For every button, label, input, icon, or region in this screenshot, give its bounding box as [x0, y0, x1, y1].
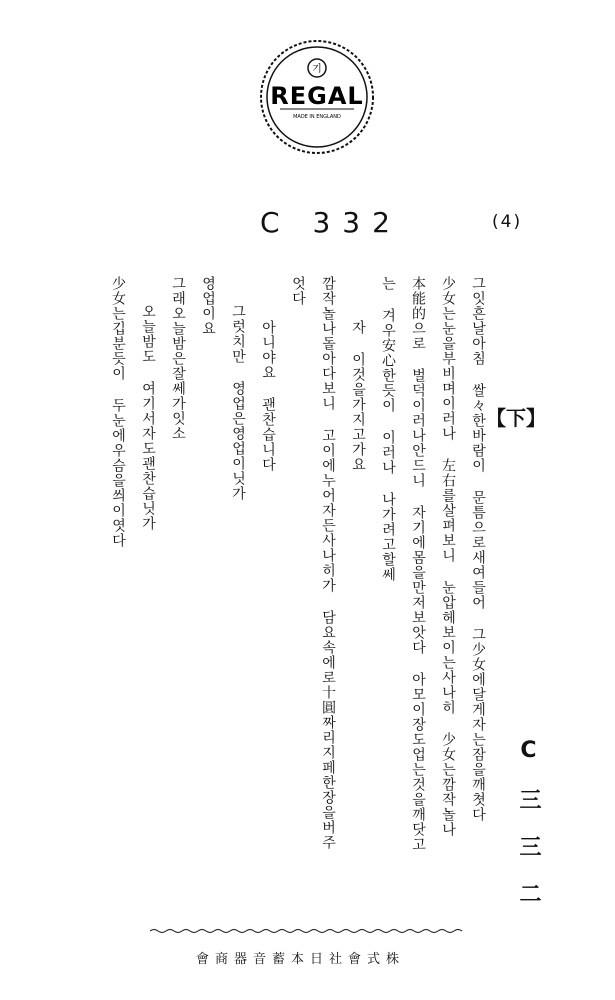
- publisher-footer: 會商器音蓄本日社會式株: [196, 952, 406, 967]
- side-catalog-number: C 三 三 二: [516, 738, 541, 904]
- part-number: (4): [492, 212, 523, 232]
- text-line: 少女는눈을부비며이러나 左右를살펴보니 눈압헤보이는사나히 少女는깜작놀나: [440, 276, 456, 837]
- text-line: 아니야요 괜찬습니다: [260, 320, 276, 472]
- emblem-glyph: 기: [312, 64, 322, 75]
- text-line: 그래오늘밤은잘쎄가잇소: [170, 276, 186, 441]
- text-line: 자 이것을가지고가요: [350, 320, 366, 472]
- text-line: 本能的으로 벌덕이러나안드니 자기에몸을만저보앗다 아모이장도업는것을깨닷고: [410, 276, 426, 852]
- regal-label-emblem: [258, 38, 376, 156]
- text-line: 少女는깁분듯이 두눈에우슴을씌이엿다: [110, 276, 126, 548]
- text-line: 그잇흔날아침 쌀々한바람이 문틈으로새여들어 그少女에달게자는잠을깨쳣다: [470, 276, 486, 822]
- text-line: 는 겨우安心한듯이 이러나 나가려고할쎄: [380, 276, 396, 582]
- text-line: 엇다: [290, 276, 306, 306]
- brand-name: REGAL: [270, 82, 364, 110]
- section-mark: 【下】: [486, 406, 546, 430]
- lyric-text-block: [88, 276, 488, 916]
- catalog-number: C 332: [260, 206, 402, 239]
- regal-logo: [258, 38, 376, 156]
- text-line: 영업이요: [200, 276, 216, 336]
- text-line: 깜작놀나돌아다보니 고이에누어자든사나히가 담요속에로十圓짜리지페한장을버주: [320, 276, 336, 850]
- text-line: 오늘밤도 여기서자도괜찬습닛가: [140, 304, 156, 531]
- wavy-divider: [150, 928, 466, 934]
- brand-subtitle: MADE IN ENGLAND: [293, 114, 341, 120]
- text-line: 그럿치만 영업은영업이닛가: [230, 304, 246, 501]
